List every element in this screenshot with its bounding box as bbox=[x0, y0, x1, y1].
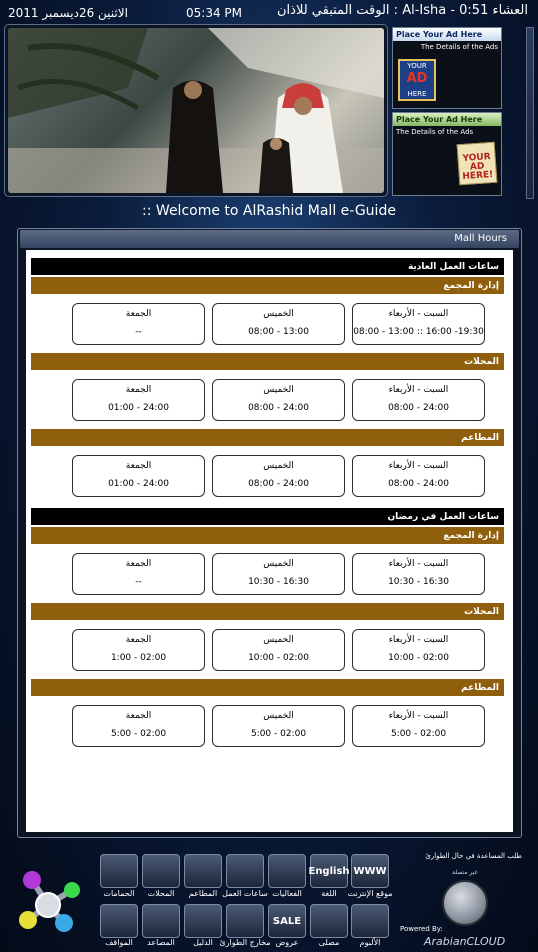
group-title: المحلات bbox=[31, 603, 504, 620]
brand-logo: ArabianCLOUD bbox=[424, 935, 506, 948]
ad-title: Place Your Ad Here bbox=[393, 28, 501, 41]
hours-card bbox=[352, 379, 485, 421]
hours-value: 10:00 - 02:00 bbox=[388, 653, 449, 663]
emergency-exit-icon[interactable] bbox=[226, 904, 264, 938]
nav-label[interactable]: مصلى bbox=[318, 938, 340, 947]
clock-icon[interactable] bbox=[226, 854, 264, 888]
hours-card bbox=[212, 303, 345, 345]
nav-label[interactable]: المحلات bbox=[147, 889, 175, 898]
elevator-icon[interactable] bbox=[142, 904, 180, 938]
ad-image: YOUR AD HERE bbox=[398, 59, 436, 101]
hours-value: 10:30 - 16:30 bbox=[388, 577, 449, 587]
day-label: الجمعة bbox=[125, 711, 152, 721]
day-label: السبت - الأربعاء bbox=[388, 309, 449, 319]
hours-value: 10:00 - 02:00 bbox=[248, 653, 309, 663]
hours-value: -- bbox=[135, 577, 142, 587]
nav-label[interactable]: عروض bbox=[275, 938, 299, 947]
hours-card bbox=[72, 379, 205, 421]
group-title: المطاعم bbox=[31, 429, 504, 446]
hours-card bbox=[72, 629, 205, 671]
day-label: الجمعة bbox=[125, 559, 152, 569]
ad-subtitle: The Details of the Ads bbox=[420, 43, 498, 51]
hours-value: 08:00 - 24:00 bbox=[388, 479, 449, 489]
ad-title: Place Your Ad Here bbox=[393, 113, 501, 126]
calendar-icon[interactable] bbox=[268, 854, 306, 888]
restroom-icon[interactable] bbox=[100, 854, 138, 888]
day-label: الجمعة bbox=[125, 309, 152, 319]
nav-label[interactable]: الحمامات bbox=[103, 889, 135, 898]
day-label: الخميس bbox=[263, 309, 294, 319]
ad-slot-2[interactable] bbox=[392, 112, 502, 196]
group-title: إدارة المجمع bbox=[31, 277, 504, 294]
phone-icon[interactable] bbox=[184, 904, 222, 938]
hours-value: 10:30 - 16:30 bbox=[248, 577, 309, 587]
welcome-banner: :: Welcome to AlRashid Mall e-Guide bbox=[142, 203, 396, 219]
hours-value: 01:00 - 24:00 bbox=[108, 403, 169, 413]
ad-scrollbar[interactable] bbox=[526, 27, 534, 199]
hours-card bbox=[72, 303, 205, 345]
nav-label[interactable]: ساعات العمل bbox=[222, 889, 268, 898]
nav-label[interactable]: الفعاليات bbox=[272, 889, 302, 898]
nav-label[interactable]: اللغة bbox=[321, 889, 337, 898]
section-title: ساعات العمل العادية bbox=[31, 258, 504, 275]
panel-header bbox=[20, 230, 519, 248]
day-label: الخميس bbox=[263, 461, 294, 471]
hours-card bbox=[212, 705, 345, 747]
video-frame-image bbox=[8, 28, 384, 193]
nav-label[interactable]: المصاعد bbox=[147, 938, 175, 947]
emergency-status: غير متصلة bbox=[452, 869, 478, 876]
language-icon[interactable]: English bbox=[310, 854, 348, 888]
hours-card bbox=[212, 629, 345, 671]
hours-card bbox=[352, 553, 485, 595]
restaurant-icon[interactable] bbox=[184, 854, 222, 888]
day-label: الخميس bbox=[263, 559, 294, 569]
hours-card bbox=[212, 553, 345, 595]
nav-label[interactable]: المطاعم bbox=[188, 889, 218, 898]
nav-label[interactable]: الدليل bbox=[193, 938, 213, 947]
hours-card bbox=[352, 705, 485, 747]
hours-card bbox=[352, 303, 485, 345]
day-label: السبت - الأربعاء bbox=[388, 385, 449, 395]
hours-value: 1:00 - 02:00 bbox=[110, 653, 167, 663]
day-label: الجمعة bbox=[125, 635, 152, 645]
nav-label[interactable]: مخارج الطوارئ bbox=[219, 938, 271, 947]
day-label: الجمعة bbox=[125, 461, 152, 471]
hours-value: 5:00 - 02:00 bbox=[110, 729, 167, 739]
nav-label[interactable]: الألبوم bbox=[359, 938, 381, 947]
hours-card bbox=[212, 379, 345, 421]
hours-value: 01:00 - 24:00 bbox=[108, 479, 169, 489]
day-label: الجمعة bbox=[125, 385, 152, 395]
ad-subtitle: The Details of the Ads bbox=[396, 128, 474, 136]
group-title: إدارة المجمع bbox=[31, 527, 504, 544]
hours-card bbox=[352, 455, 485, 497]
album-icon[interactable] bbox=[351, 904, 389, 938]
prayer-countdown: الوقت المتبقي للاذان : Al-Isha - 0:51 العشاء bbox=[277, 3, 528, 18]
mall-logo-icon bbox=[12, 865, 87, 935]
ad-column bbox=[392, 27, 502, 199]
hours-card bbox=[72, 455, 205, 497]
clock-label: 05:34 PM bbox=[186, 6, 242, 20]
day-label: الخميس bbox=[263, 711, 294, 721]
group-title: المحلات bbox=[31, 353, 504, 370]
ad-image: YOUR AD HERE! bbox=[457, 142, 498, 186]
section-title: ساعات العمل في رمضان bbox=[31, 508, 504, 525]
hours-card bbox=[212, 455, 345, 497]
hours-card bbox=[352, 629, 485, 671]
prayer-room-icon[interactable] bbox=[310, 904, 348, 938]
hours-value: 08:00 - 24:00 bbox=[248, 403, 309, 413]
ad-slot-1[interactable] bbox=[392, 27, 502, 109]
top-status-bar bbox=[0, 0, 538, 26]
hours-card bbox=[72, 553, 205, 595]
hours-card bbox=[72, 705, 205, 747]
day-label: السبت - الأربعاء bbox=[388, 635, 449, 645]
day-label: الخميس bbox=[263, 635, 294, 645]
hours-value: 5:00 - 02:00 bbox=[390, 729, 447, 739]
sale-icon[interactable]: SALE bbox=[268, 904, 306, 938]
www-icon[interactable]: WWW bbox=[351, 854, 389, 888]
date-label: الاثنين 26ديسمبر 2011 bbox=[8, 6, 128, 20]
parking-icon[interactable] bbox=[100, 904, 138, 938]
compass-icon[interactable] bbox=[142, 854, 180, 888]
nav-label[interactable]: موقع الإنترنت bbox=[347, 889, 393, 898]
hours-value: 08:00 - 24:00 bbox=[388, 403, 449, 413]
video-player[interactable] bbox=[4, 24, 388, 197]
panel-title: Mall Hours bbox=[454, 233, 507, 244]
hours-value: 08:00 - 13:00 :: 16:00 -19:30 bbox=[353, 327, 484, 337]
hours-value: 08:00 - 13:00 bbox=[248, 327, 309, 337]
day-label: الخميس bbox=[263, 385, 294, 395]
emergency-button[interactable] bbox=[442, 880, 488, 926]
emergency-title: طلب المساعدة في حال الطوارئ bbox=[425, 852, 522, 860]
mall-hours-panel bbox=[17, 228, 522, 838]
hours-value: -- bbox=[135, 327, 142, 337]
hours-content bbox=[26, 250, 513, 832]
powered-by-label: Powered By: bbox=[400, 925, 443, 933]
bottom-nav-bar bbox=[0, 843, 538, 952]
nav-label[interactable]: المواقف bbox=[105, 938, 133, 947]
hours-value: 5:00 - 02:00 bbox=[250, 729, 307, 739]
day-label: السبت - الأربعاء bbox=[388, 711, 449, 721]
group-title: المطاعم bbox=[31, 679, 504, 696]
day-label: السبت - الأربعاء bbox=[388, 559, 449, 569]
day-label: السبت - الأربعاء bbox=[388, 461, 449, 471]
hours-value: 08:00 - 24:00 bbox=[248, 479, 309, 489]
